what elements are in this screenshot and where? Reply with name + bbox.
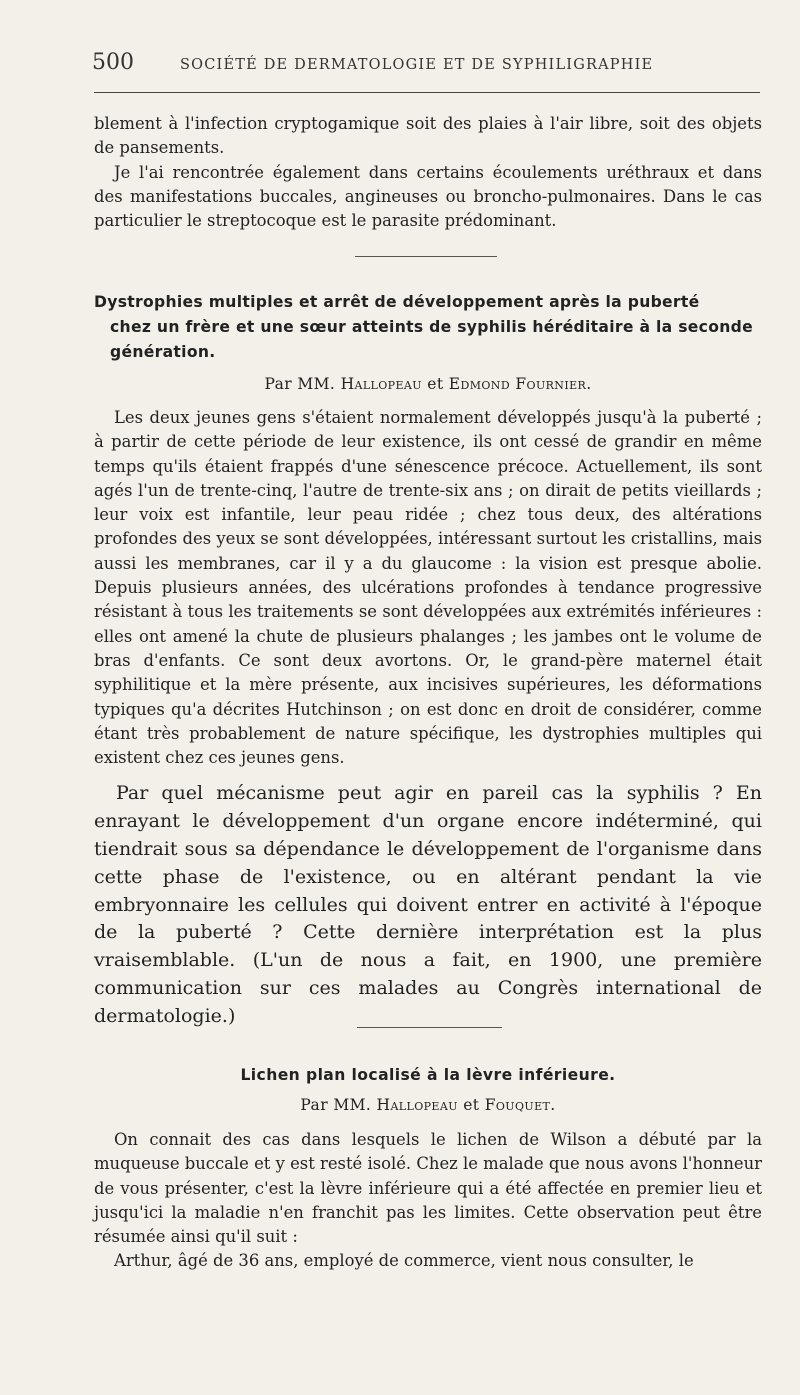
byline-suffix: .: [550, 1096, 556, 1114]
intro-paragraph-1: blement à l'infection cryptogamique soit des plaies à l'air libre, soit des objets de pansements.: [94, 114, 762, 158]
article-2: [94, 1066, 762, 1274]
byline-mid: et: [421, 375, 449, 393]
header-rule: [94, 92, 760, 93]
section-separator-2: [357, 1027, 502, 1028]
intro-paragraph-2: Je l'ai rencontrée également dans certains écoulements uréthraux et dans des manifestations buccales, angineuses ou broncho-pulmonaires. Dans le cas particulier le streptocoque est le parasite prédominant.: [94, 162, 762, 231]
article-1-title-line-1: Dystrophies multiples et arrêt de développement après la puberté: [94, 293, 700, 311]
intro-text: [94, 112, 762, 233]
article-2-byline: [94, 1096, 762, 1114]
page-header: [92, 50, 762, 86]
article-1-title-rest: chez un frère et une sœur atteints de syphilis héréditaire à la seconde génération.: [110, 318, 753, 361]
article-2-paragraph-2: Arthur, âgé de 36 ans, employé de commerce, vient nous consulter, le: [114, 1251, 694, 1271]
article-2-title: Lichen plan localisé à la lèvre inférieure.: [240, 1066, 616, 1084]
byline-suffix: .: [586, 375, 592, 393]
running-title: SOCIÉTÉ DE DERMATOLOGIE ET DE SYPHILIGRAPHIE: [180, 57, 654, 73]
byline-prefix: Par MM.: [264, 375, 341, 393]
article-1-paragraph-2: Par quel mécanisme peut agir en pareil cas la syphilis ? En enrayant le développement d'un organe encore indéterminé, qui tiendrait sous sa dépendance le développement de l'organisme dans cette phase de l'existence, ou en altérant pendant la vie embryonnaire les cellules qui doivent entrer en activité à l'époque de la puberté ? Cette dernière interprétation est la plus vraisemblable. (L'un de nous a fait, en 1900, une première communication sur ces malades au Congrès international de dermatologie.): [94, 782, 762, 1027]
article-1: [94, 290, 762, 1031]
section-separator-1: [355, 256, 497, 257]
byline-mid: et: [457, 1096, 485, 1114]
article-1-byline: [94, 375, 762, 393]
byline-prefix: Par MM.: [300, 1096, 377, 1114]
article-1-paragraph-1: Les deux jeunes gens s'étaient normalement développés jusqu'à la puberté ; à partir de cette période de leur existence, ils ont cessé de grandir en même temps qu'ils étaient frappés d'une sénescence précoce. Actuellement, ils sont agés l'un de trente-cinq, l'autre de trente-six ans ; on dirait de petits vieillards ; leur voix est infantile, leur peau ridée ; chez tous deux, des altérations profondes des yeux se sont développées, intéressant surtout les cristallins, mais aussi les membranes, car il y a du glaucome : la vision est presque abolie. Depuis plusieurs années, des ulcérations profondes à tendance progressive résistant à tous les traitements se sont développées aux extrémités inférieures : elles ont amené la chute de plusieurs phalanges ; les jambes ont le volume de bras d'enfants. Ce sont deux avortons. Or, le grand-père maternel était syphilitique et la mère présente, aux incisives supérieures, les déformations typiques qu'a décrites Hutchinson ; on est donc en droit de considérer, comme étant très probablement de nature spécifique, les dystrophies multiples qui existent chez ces jeunes gens.: [94, 408, 762, 768]
article-1-title: [94, 290, 762, 365]
author-2: Fouquet: [484, 1096, 551, 1114]
author-2: Edmond Fournier: [448, 375, 587, 393]
author-1: Hallopeau: [376, 1096, 458, 1114]
page-number: 500: [92, 50, 134, 75]
article-2-paragraph-1: On connait des cas dans lesquels le lichen de Wilson a débuté par la muqueuse buccale et y est resté isolé. Chez le malade que nous avons l'honneur de vous présenter, c'est la lèvre inférieure qui a été affectée en premier lieu et jusqu'ici la maladie n'en franchit pas les limites. Cette observation peut être résumée ainsi qu'il suit :: [94, 1130, 762, 1247]
author-1: Hallopeau: [340, 375, 422, 393]
